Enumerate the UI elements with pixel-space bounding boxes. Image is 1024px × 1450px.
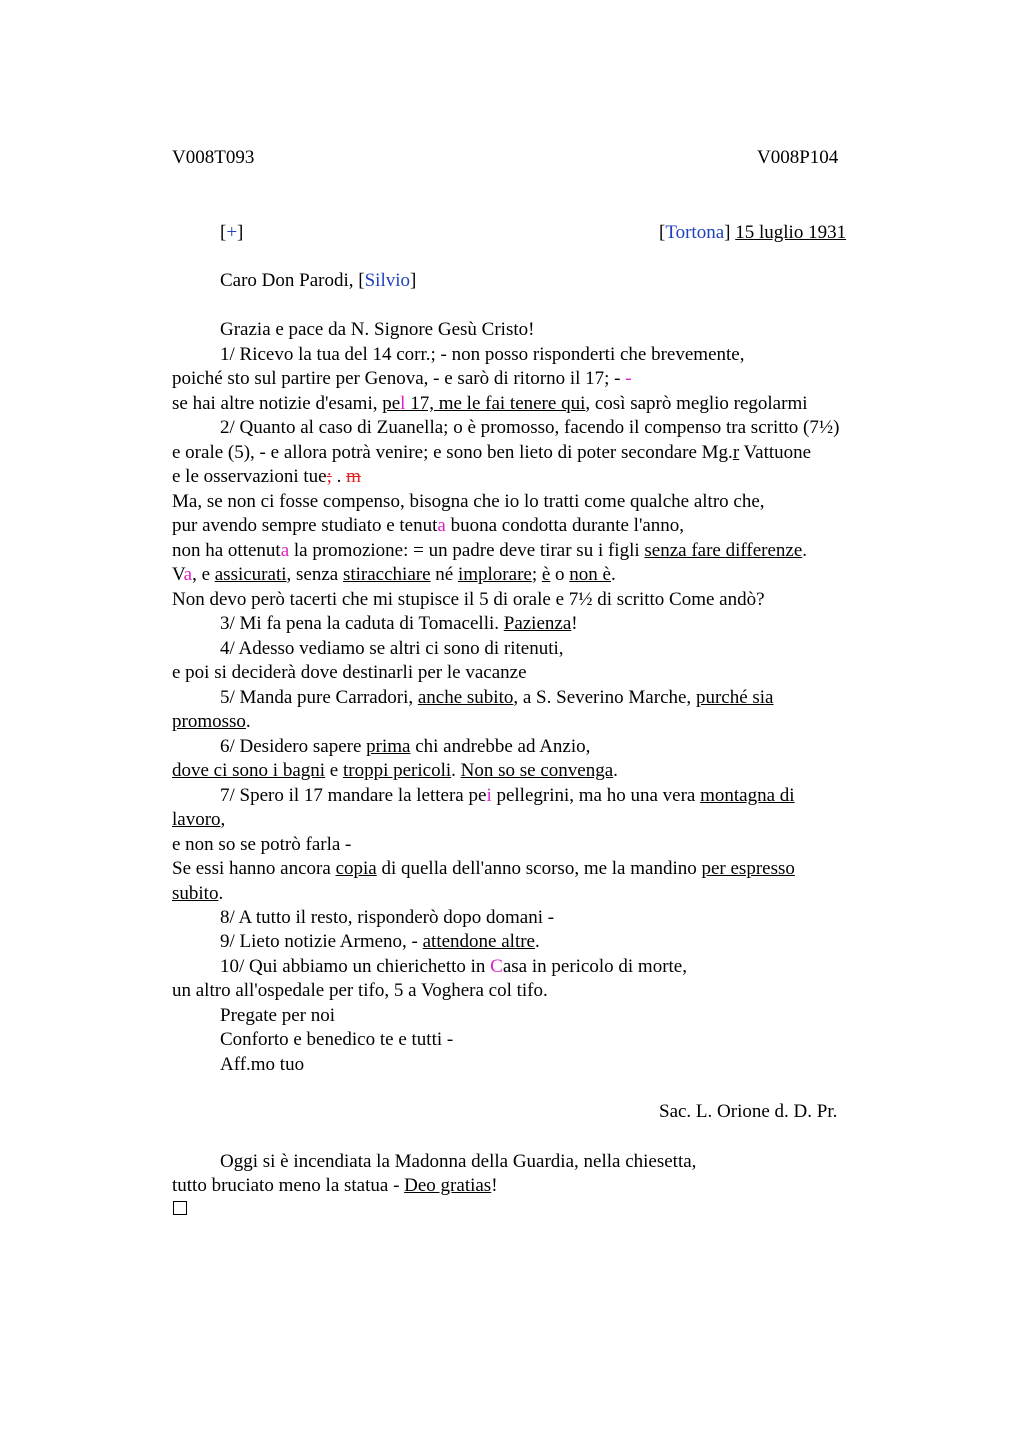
paragraph-10-line-2: un altro all'ospedale per tifo, 5 a Voghera col tifo. bbox=[172, 980, 548, 1001]
paragraph-2-line-6: non ha ottenuta la promozione: = un padre deve tirar su i figli senza fare differenze. bbox=[172, 540, 808, 561]
dateline-cross: [+] bbox=[220, 222, 244, 243]
paragraph-6-line-2: dove ci sono i bagni e troppi pericoli. Non so se convenga. bbox=[172, 760, 618, 781]
postscript-line-2: tutto bruciato meno la statua - Deo gratias! bbox=[172, 1175, 498, 1196]
paragraph-2-line-2: e orale (5), - e allora potrà venire; e sono ben lieto di poter secondare Mg.r Vattuone bbox=[172, 442, 812, 463]
paragraph-1-line-2: poiché sto sul partire per Genova, - e sarò di ritorno il 17; - - bbox=[172, 368, 632, 389]
dateline-date: 15 luglio 1931 bbox=[735, 222, 847, 243]
paragraph-2-line-8: Non devo però tacerti che mi stupisce il 5 di orale e 7½ di scritto Come andò? bbox=[172, 589, 765, 610]
header-right-code: V008P104 bbox=[757, 147, 839, 168]
paragraph-9: 9/ Lieto notizie Armeno, - attendone altre. bbox=[220, 931, 540, 952]
paragraph-7-line-3: e non so se potrò farla - bbox=[172, 834, 352, 855]
closing-line-1: Pregate per noi bbox=[220, 1005, 336, 1026]
paragraph-4-line-2: e poi si deciderà dove destinarli per le vacanze bbox=[172, 662, 527, 683]
paragraph-1-line-1: 1/ Ricevo la tua del 14 corr.; - non posso risponderti che brevemente, bbox=[220, 344, 745, 365]
paragraph-7-line-1: 7/ Spero il 17 mandare la lettera pei pellegrini, ma ho una vera montagna di bbox=[220, 785, 795, 806]
greeting: Grazia e pace da N. Signore Gesù Cristo! bbox=[220, 319, 535, 340]
postscript-line-1: Oggi si è incendiata la Madonna della Guardia, nella chiesetta, bbox=[220, 1151, 697, 1172]
dateline-place: Tortona bbox=[665, 222, 725, 243]
paragraph-5-line-2: promosso. bbox=[172, 711, 251, 732]
header-left-code: V008T093 bbox=[172, 147, 255, 168]
paragraph-7-line-2: lavoro, bbox=[172, 809, 226, 830]
closing-line-2: Conforto e benedico te e tutti - bbox=[220, 1029, 454, 1050]
paragraph-7-line-4: Se essi hanno ancora copia di quella dell'anno scorso, me la mandino per espresso bbox=[172, 858, 795, 879]
paragraph-2-line-7: Va, e assicurati, senza stiracchiare né implorare; è o non è. bbox=[172, 564, 616, 585]
paragraph-4-line-1: 4/ Adesso vediamo se altri ci sono di ritenuti, bbox=[220, 638, 564, 659]
paragraph-2-line-4: Ma, se non ci fosse compenso, bisogna che io lo tratti come qualche altro che, bbox=[172, 491, 765, 512]
dateline: [Tortona] 15 luglio 1931 bbox=[659, 222, 847, 243]
paragraph-7-line-5: subito. bbox=[172, 883, 224, 904]
paragraph-2-line-1: 2/ Quanto al caso di Zuanella; o è promosso, facendo il compenso tra scritto (7½) bbox=[220, 417, 840, 438]
paragraph-10-line-1: 10/ Qui abbiamo un chierichetto in Casa in pericolo di morte, bbox=[220, 956, 687, 977]
paragraph-1-line-3: se hai altre notizie d'esami, pel 17, me le fai tenere qui, così saprò meglio regolarmi bbox=[172, 393, 808, 414]
paragraph-3: 3/ Mi fa pena la caduta di Tomacelli. Pazienza! bbox=[220, 613, 578, 634]
salutation-name: Silvio bbox=[364, 270, 410, 291]
paragraph-6-line-1: 6/ Desidero sapere prima chi andrebbe ad Anzio, bbox=[220, 736, 591, 757]
end-square-icon bbox=[173, 1201, 187, 1215]
signature: Sac. L. Orione d. D. Pr. bbox=[659, 1101, 838, 1122]
paragraph-2-line-3: e le osservazioni tue; . m bbox=[172, 466, 361, 487]
paragraph-8: 8/ A tutto il resto, risponderò dopo domani - bbox=[220, 907, 555, 928]
paragraph-5-line-1: 5/ Manda pure Carradori, anche subito, a S. Severino Marche, purché sia bbox=[220, 687, 774, 708]
paragraph-2-line-5: pur avendo sempre studiato e tenuta buona condotta durante l'anno, bbox=[172, 515, 685, 536]
closing-line-3: Aff.mo tuo bbox=[220, 1054, 305, 1075]
cross-symbol: + bbox=[226, 222, 238, 243]
salutation: Caro Don Parodi, [Silvio] bbox=[220, 270, 417, 291]
